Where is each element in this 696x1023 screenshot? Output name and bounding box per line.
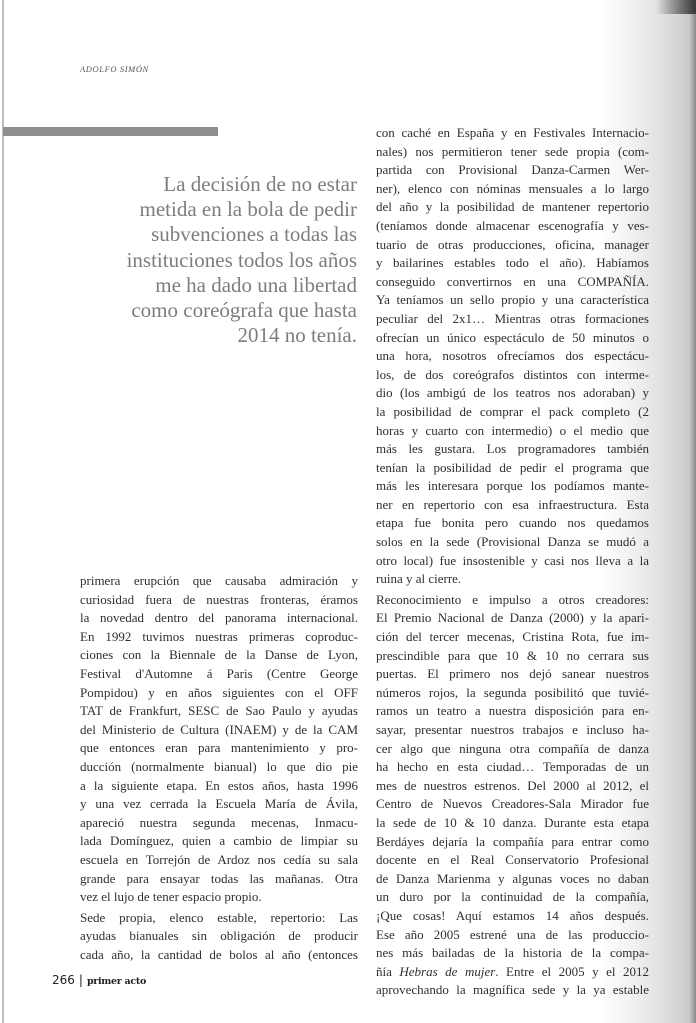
text-line: ofrecían un único espectáculo de 50 minutos o [376, 329, 649, 345]
pull-quote-line: metida en la bola de pedir [139, 197, 357, 222]
text-line: ner en repertorio con esa infraestructura. Esta [376, 496, 649, 512]
body-column-left [80, 572, 358, 964]
text-line: aprovechando la magnífica sede y la ya estable [376, 982, 649, 998]
text-line: ciones con la Biennale de la Danse de Lyon, [80, 647, 358, 663]
text-line: la posibilidad de comprar el pack completo (2 [376, 403, 649, 419]
text-line: peculiar del 2x1… Mientras otras formaciones [376, 310, 649, 326]
text-line: ducción (normalmente bianual) lo que dio pie [80, 758, 358, 774]
text-line: dio (los ambigú de los teatros nos adoraban) y [376, 385, 649, 401]
text-line: la sede de 10 & 10 danza. Durante esta etapa [376, 814, 649, 830]
text-line: etapa fue bonita pero cuando nos quedamos [376, 515, 649, 531]
text-line-with-title [376, 963, 649, 982]
text-line: tuario de otras producciones, oficina, manager [376, 236, 649, 252]
text-line: ramos un teatro a nuestra disposición para en- [376, 703, 649, 719]
text-line: lada Domínguez, quien a cambio de limpiar su [80, 833, 358, 849]
text-line: docente en el Real Conservatorio Profesional [376, 852, 649, 868]
body-paragraph [376, 124, 649, 589]
page-number: 266 [52, 973, 75, 987]
text-line: ner), elenco con nóminas mensuales a lo largo [376, 180, 649, 196]
text-line: ha hecho en esta ciudad… Temporadas de un [376, 759, 649, 775]
text-line: prescindible para que 10 & 10 no cerrara sus [376, 647, 649, 663]
text-line: sayar, presentar nuestros trabajos e incluso ha- [376, 722, 649, 737]
page-binding-edge [2, 0, 4, 1023]
pull-quote-line: La decisión de no estar [163, 172, 357, 196]
body-paragraph [80, 572, 358, 907]
text-line: Festival d'Automne á Paris (Centre George [80, 665, 358, 681]
pull-quote-line: instituciones todos los años [126, 247, 357, 272]
text-line: ruina y al cierre. [376, 571, 462, 587]
text-line: y bailarines estables todo el año). Habíamos [376, 255, 649, 271]
pull-quote-line: como coreógrafa que hasta [131, 298, 357, 323]
text-line: horas y cuarto con intermedio) o el medio que [376, 422, 649, 438]
text-line: (teníamos donde almacenar escenografía y ves- [376, 217, 649, 233]
footer-separator: | [78, 973, 83, 987]
body-paragraph [80, 909, 358, 965]
text-line: primera erupción que causaba admiración y [80, 573, 358, 588]
text-line: Reconocimiento e impulso a otros creadores: [376, 591, 649, 607]
text-line: una hora, nosotros ofrecíamos dos espectácu- [376, 348, 649, 364]
text-line: ción del tercer mecenas, Cristina Rota, fue im- [376, 629, 649, 645]
text-line: ¡Que cosas! Aquí estamos 14 años después. [376, 907, 649, 923]
page-footer [52, 973, 146, 987]
text-line: los, de dos coreógrafos distintos con interme- [376, 366, 649, 382]
body-column-right [376, 124, 649, 1000]
pull-quote-line: subvenciones a todas las [151, 222, 357, 247]
running-head-author: ADOLFO SIMÓN [80, 64, 149, 74]
text-line: números rojos, la segunda posibilitó que tuvié- [376, 684, 649, 700]
decorative-rule-bar [3, 127, 218, 136]
pull-quote-line: 2014 no tenía. [237, 323, 357, 348]
text-line: de Danza Marienma y algunas voces no daban [376, 870, 649, 886]
text-line: mes de nuestros estrenos. Del 2000 al 2012, el [376, 777, 649, 793]
text-line: solos en la sede (Provisional Danza se mudó a [376, 534, 649, 550]
text-line: Sede propia, elenco estable, repertorio: Las [80, 909, 358, 925]
pull-quote-line: me ha dado una libertad [155, 272, 357, 297]
text-fragment: . Entre el 2005 y el 2012 [495, 963, 649, 979]
text-line: conseguido convertirnos en una COMPAÑÍA. [376, 273, 649, 289]
text-line: partida con Provisional Danza-Carmen Wer- [376, 162, 649, 178]
text-line: más les interesara porque los podíamos mante- [376, 478, 649, 494]
text-line: ayudas bianuales sin obligación de producir [80, 928, 358, 944]
text-line: cada año, la cantidad de bolos al año (entonces [80, 946, 358, 962]
text-line: Centro de Nuevos Creadores-Sala Mirador fue [376, 796, 649, 812]
magazine-name: primer acto [86, 976, 146, 987]
text-line: grande para ensayar todas las mañanas. Otra [80, 870, 358, 886]
text-line: vez el lujo de tener espacio propio. [80, 889, 262, 905]
text-line: tenían la posibilidad de pedir el programa que [376, 459, 649, 475]
text-line: y una vez cerrada la Escuela María de Ávila, [80, 796, 358, 812]
pull-quote [110, 172, 357, 348]
text-line: nes más bailadas de la historia de la compa- [376, 945, 649, 961]
text-line: puertas. El primero nos dejó sanear nuestros [376, 666, 649, 682]
text-line: cer algo que ninguna otra compañía de danza [376, 740, 649, 756]
text-line: con caché en España y en Festivales Internacio- [376, 125, 649, 140]
body-paragraph [376, 591, 649, 1000]
text-line: TAT de Frankfurt, SESC de Sao Paulo y ayudas [80, 703, 358, 719]
text-line: a la siguiente etapa. En estos años, hasta 1996 [80, 777, 358, 793]
text-line: más les gustara. Los programadores también [376, 441, 649, 457]
page-corner-shadow [656, 0, 696, 14]
work-title: Hebras de mujer [399, 963, 496, 979]
text-line: Pompidou) y en años siguientes con el OFF [80, 684, 358, 700]
text-line: del año y la posibilidad de mantener repertorio [376, 199, 649, 215]
text-line: un duro por la continuidad de la compañía, [376, 889, 649, 905]
text-line: nales) nos permitieron tener sede propia (com- [376, 143, 649, 159]
text-line: escuela en Torrejón de Ardoz nos cedía su sala [80, 851, 358, 867]
text-line: Ese año 2005 estrené una de las produccio- [376, 926, 649, 942]
text-line: otro local) fue insostenible y casi nos lleva a la [376, 552, 649, 568]
text-line: Berdáyes dejaría la compañía para entrar como [376, 833, 649, 849]
text-line: apareció nuestra segunda mecenas, Inmacu- [80, 814, 358, 830]
text-line: Ya teníamos un sello propio y una característica [376, 292, 649, 308]
text-line: la novedad dentro del panorama internacional. [80, 610, 358, 626]
text-line: El Premio Nacional de Danza (2000) y la apari- [376, 610, 649, 626]
text-line: que entonces eran para mantenimiento y pro- [80, 740, 358, 756]
text-line: del Ministerio de Cultura (INAEM) y de la CAM [80, 721, 358, 737]
text-line: En 1992 tuvimos nuestras primeras coproduc- [80, 628, 358, 644]
text-line: curiosidad fuera de nuestras fronteras, éramos [80, 591, 358, 607]
text-fragment: ñía [376, 963, 400, 979]
